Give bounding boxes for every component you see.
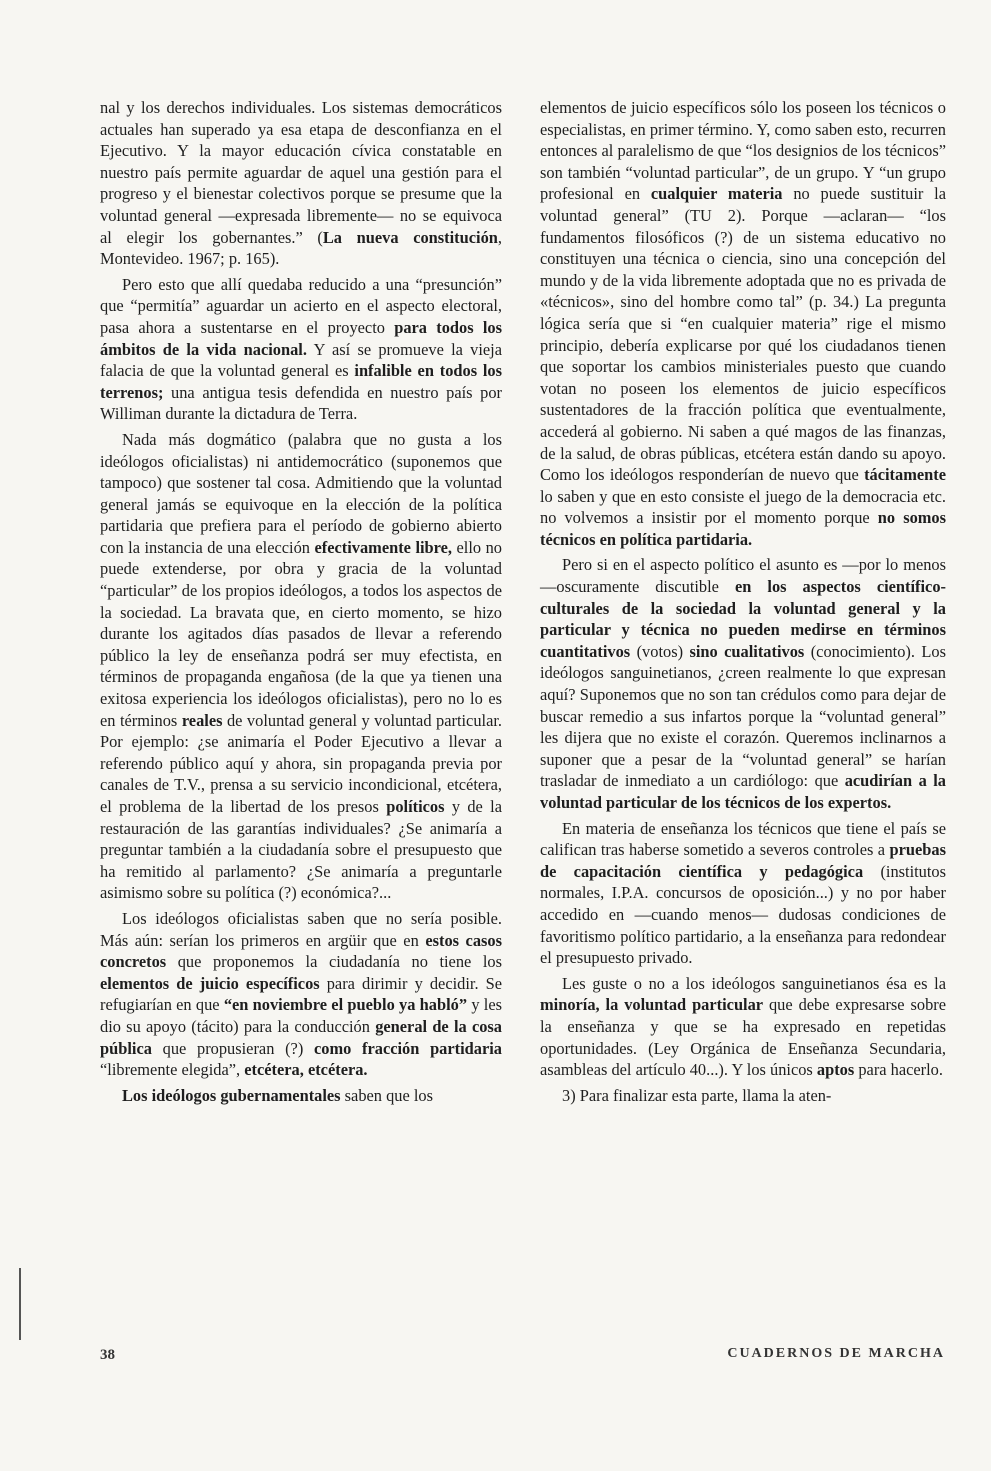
text-run: una antigua tesis defendida en nuestro país por Williman durante la dictadura de Terra. xyxy=(100,382,502,424)
emphasis-text: políticos xyxy=(386,797,445,816)
emphasis-text: en los aspectos científico-culturales de la sociedad la voluntad general y la particular y técnica no pueden medirse en términos cuantitativos xyxy=(540,577,946,661)
text-run: que proponemos la ciudadanía no tiene los xyxy=(166,952,502,972)
text-run: Y así se promueve la vieja falacia de que la voluntad general es xyxy=(100,339,502,381)
emphasis-text: pruebas de capacitación científica y pedagógica xyxy=(540,840,946,881)
emphasis-text: acudirían a la voluntad particular de los técnicos de los expertos. xyxy=(540,771,946,812)
text-run: de voluntad general y voluntad particular. Por ejemplo: ¿se animaría el Poder Ejecutivo a llevar a referendo público aquí y ahora, sin propaganda previa por canales de T.V., prensa a su servicio incondicional, etcétera, el problema de la libertad de los presos xyxy=(100,710,503,816)
text-run: 3) Para finalizar esta parte, llama la aten- xyxy=(562,1085,832,1105)
emphasis-text: minoría, la voluntad particular xyxy=(540,995,764,1015)
text-run: Pero esto que allí quedaba reducido a una “presunción” que “permitía” aguardar un acierto en el aspecto electoral, pasa ahora a sustentarse en el proyecto xyxy=(100,274,502,337)
text-run: para hacerlo. xyxy=(854,1060,943,1080)
text-run: (conocimiento). Los ideólogos sanguinetianos, ¿creen realmente lo que expresan aquí? Suponemos que no son tan crédulos como para dejar de buscar remedio a sus infartos porque la “voluntad general” les dijera que no existe el corazón. Queremos inclinarnos a suponer que a pesar de la “voluntad general” se harían trasladar de inmediato a un cardiólogo: que xyxy=(540,641,946,791)
emphasis-text: reales xyxy=(181,710,223,730)
paragraph xyxy=(540,818,946,969)
emphasis-text: como fracción partidaria xyxy=(314,1038,503,1058)
emphasis-text: sino cualitativos xyxy=(689,641,805,661)
paragraph xyxy=(540,973,946,1081)
right-column xyxy=(540,97,946,1110)
emphasis-text: La nueva constitución xyxy=(322,227,498,247)
page-number: 38 xyxy=(100,1347,115,1363)
paragraph xyxy=(100,908,502,1081)
text-run: y les dio su apoyo (tácito) para la conducción xyxy=(100,995,502,1036)
text-run: Los ideólogos oficialistas saben que no sería posible. Más aún: serían los primeros en argüir que en xyxy=(100,908,502,950)
emphasis-text: Los ideólogos gubernamentales xyxy=(122,1085,341,1105)
emphasis-text: cualquier materia xyxy=(650,184,783,204)
text-run: que propusieran (?) xyxy=(151,1038,314,1058)
text-run: lo saben y que en esto consiste el juego de la democracia etc. no volvemos a insistir por el momento porque xyxy=(540,486,946,528)
text-run: En materia de enseñanza los técnicos que tiene el país se califican tras haberse sometido a severos controles a xyxy=(540,818,946,860)
emphasis-text: aptos xyxy=(816,1060,855,1080)
text-run: Les guste o no a los ideólogos sanguinetianos ésa es la xyxy=(562,973,946,993)
text-run: (institutos normales, I.P.A. concursos de oposición...) y no por haber accedido en —cuando menos— dudosas condiciones de favoritismo político partidario, a la enseñanza para redondear el presupuesto privado. xyxy=(540,861,947,968)
text-run: que debe expresarse sobre la enseñanza y que se ha expresado en repetidas oportunidades. (Ley Orgánica de Enseñanza Secundaria, asambleas del artículo 40...). Y los únicos xyxy=(540,995,946,1080)
paragraph xyxy=(100,274,502,425)
text-run: saben que los xyxy=(340,1085,433,1105)
text-run: ello no puede extenderse, por obra y gracia de la voluntad “particular” de los propios ideólogos, a todos los aspectos de la sociedad. La bravata que, en cierto momento, se hizo durante los agitados días pasados de llevar a referendo público la ley de enseñanza podrá ser muy efectista, en términos de propaganda engañosa (de la que ya tienen una exitosa experiencia los ideólogos oficialistas), pero no lo es en términos xyxy=(100,537,502,730)
emphasis-text: estos casos concretos xyxy=(100,930,502,972)
paragraph xyxy=(540,97,946,550)
emphasis-text: infalible en todos los terrenos; xyxy=(100,361,502,402)
emphasis-text: tácitamente xyxy=(864,465,946,485)
paragraph xyxy=(100,1085,502,1107)
text-run: Nada más dogmático (palabra que no gusta a los ideólogos oficialistas) ni antidemocrático (suponemos que tampoco) que sostener tal cosa. Admitiendo que la voluntad general jamás se equivoque en la elección de la política partidaria que prefiera para el período de gobierno abierto con la instancia de una elección xyxy=(100,429,502,557)
paragraph xyxy=(540,554,946,813)
text-run: nal y los derechos individuales. Los sistemas democráticos actuales han superado ya esa etapa de desconfianza en el Ejecutivo. Y la mayor educación cívica constatable en nuestro país permite aguardar de aquel una gestión para el progreso y el bienestar colectivos porque se presume que la voluntad general —expresada libremente— no se equivoca al elegir los gobernantes.” ( xyxy=(100,98,502,247)
text-run: para dirimir y decidir. Se refugiarían en que xyxy=(100,973,502,1015)
text-run: “libremente elegida”, xyxy=(100,1060,245,1080)
text-run: no puede sustituir la voluntad general” (TU 2). Porque —aclaran— “los fundamentos filosóficos (?) de un sistema educativo no constituyen una técnica o ciencia, sino una concepción del mundo y de la vida libremente adoptada que no es privada de «técnicos», sino del hombre como tal” (p. 34.) La pregunta lógica sería que si “en cualquier materia” rige el mismo principio, debería explicarse por qué los ciudadanos tienen que soportar los cambios ministeriales puesto que cuando votan no poseen los elementos de juicio específicos sustentadores de la fracción política que eventualmente, accederá al gobierno. Ni saben a qué magos de las finanzas, de la salud, de obras públicas, etcétera están dando su apoyo. Como los ideólogos responderían de nuevo que xyxy=(540,184,946,485)
emphasis-text: no somos técnicos en política partidaria. xyxy=(540,508,946,549)
emphasis-text: efectivamente libre, xyxy=(314,537,453,557)
text-run: y de la restauración de las garantías individuales? ¿Se animaría a preguntar también a la ciudadanía sobre el presupuesto que ha remitido al parlamento? ¿Se animaría a preguntarle asimismo sobre su política (?) económica?... xyxy=(100,797,502,903)
left-column xyxy=(100,97,502,1110)
paragraph xyxy=(100,97,502,270)
paragraph xyxy=(100,429,502,904)
paragraph xyxy=(540,1085,946,1107)
text-run: Pero si en el aspecto político el asunto es —por lo menos —oscuramente discutible xyxy=(540,555,946,597)
text-run: (votos) xyxy=(630,641,690,661)
text-run: , Montevideo. 1967; p. 165). xyxy=(100,227,502,269)
emphasis-text: para todos los ámbitos de la vida nacional. xyxy=(100,317,502,359)
emphasis-text: “en noviembre el pueblo ya habló” xyxy=(223,995,468,1015)
publication-name: CUADERNOS DE MARCHA xyxy=(727,1346,945,1361)
emphasis-text: elementos de juicio específicos xyxy=(100,973,320,993)
text-run: elementos de juicio específicos sólo los poseen los técnicos o especialistas, en primer término. Y, como saben esto, recurren entonces al paralelismo de que “los designios de los técnicos” son también “voluntad particular”, de un grupo. Y “un grupo profesional en xyxy=(540,98,946,204)
binding-mark xyxy=(19,1268,21,1340)
emphasis-text: etcétera, etcétera. xyxy=(244,1060,368,1080)
emphasis-text: general de la cosa pública xyxy=(100,1016,502,1058)
